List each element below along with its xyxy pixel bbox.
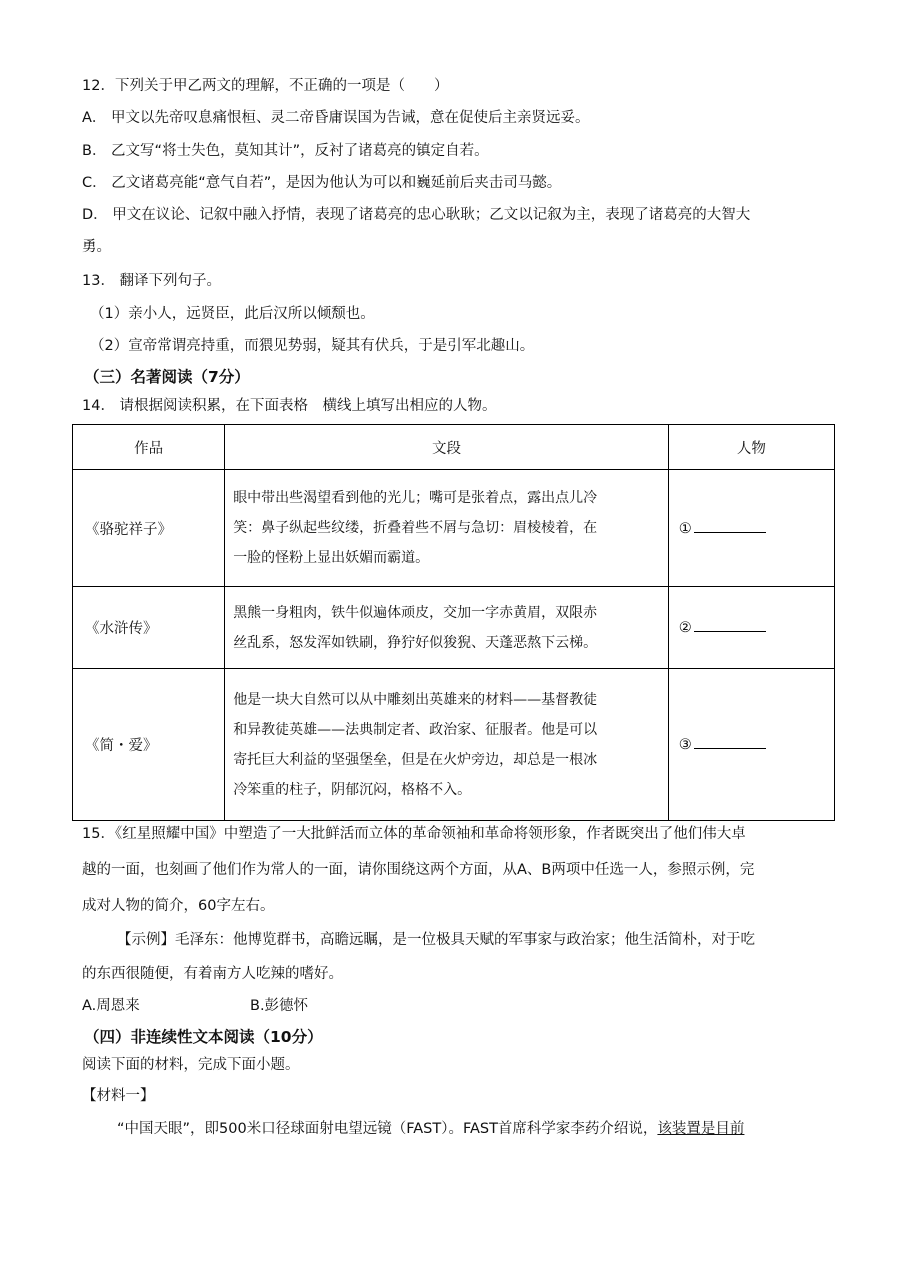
reading-intro: 阅读下面的材料，完成下面小题。 [82, 1057, 300, 1073]
table-header-row [73, 425, 835, 470]
blank-marker: ② [678, 620, 692, 636]
section-4-heading: （四）非连续性文本阅读（10分） [84, 1028, 323, 1046]
passage-line: 冷笨重的柱子，阴郁沉闷，格格不入。 [233, 781, 472, 798]
passage [225, 587, 669, 669]
answer-blank-1[interactable] [668, 470, 834, 587]
answer-blank-2[interactable] [668, 587, 834, 669]
q15-option-b: B.彭德怀 [250, 998, 309, 1014]
q15-example-line-2: 的东西很随便，有着南方人吃辣的嗜好。 [82, 966, 343, 982]
q12-option-c: C． 乙文诸葛亮能“意气自若”，是因为他认为可以和巍延前后夹击司马懿。 [82, 175, 562, 191]
material-1-label: 【材料一】 [82, 1088, 155, 1104]
q13-sentence-2: （2）宣帝常谓亮持重，而猥见势弱，疑其有伏兵，于是引军北趣山。 [90, 338, 535, 354]
passage-line: 眼中带出些渴望看到他的光儿；嘴可是张着点，露出点儿冷 [233, 490, 598, 506]
q13-sentence-1: （1）亲小人，远贤臣，此后汉所以倾颓也。 [90, 306, 375, 322]
table-row [73, 470, 835, 587]
q12-option-b: B． 乙文写“将士失色，莫知其计”，反衬了诸葛亮的镇定自若。 [82, 143, 489, 159]
passage-line: 丝乱系，怒发浑如铁刷，狰狞好似狻猊、天蓬恶熬下云梯。 [233, 634, 598, 651]
passage-line: 一脸的怪粉上显出妖媚而霸道。 [233, 550, 430, 566]
passage-line: 笑：鼻子纵起些纹缕，折叠着些不屑与急切：眉棱棱着，在 [233, 520, 598, 536]
paragraph-text: “中国天眼”，即500米口径球面射电望远镜（FAST）。FAST首席科学家李药介绍说， [117, 1121, 658, 1137]
table-row [73, 587, 835, 669]
section-3-heading: （三）名著阅读（7分） [84, 368, 250, 386]
blank-underline [694, 520, 766, 533]
q12-option-d-line2: 勇。 [82, 239, 111, 255]
passage-line: 寄托巨大利益的坚强堡垒，但是在火炉旁边，却总是一根冰 [233, 751, 598, 768]
passage-line: 和异教徒英雄——法典制定者、政治家、征服者。他是可以 [233, 721, 598, 738]
q15-example-line-1: 【示例】毛泽东：他博览群书，高瞻远瞩，是一位极具天赋的军事家与政治家；他生活简朴，对于吃 [117, 932, 755, 948]
blank-marker: ① [678, 520, 692, 537]
answer-blank-3[interactable] [668, 669, 834, 821]
q14-stem: 14． 请根据阅读积累，在下面表格 横线上填写出相应的人物。 [82, 398, 497, 414]
header-character: 人物 [668, 425, 834, 470]
header-passage: 文段 [225, 425, 669, 470]
passage [225, 669, 669, 821]
q13-stem: 13． 翻译下列句子。 [82, 273, 222, 289]
passage [225, 470, 669, 587]
q12-option-d-line1: D． 甲文在议论、记叙中融入抒情，表现了诸葛亮的忠心耿耿；乙文以记叙为主，表现了诸葛亮的大智大 [82, 207, 751, 223]
material-1-paragraph [117, 1119, 744, 1139]
work-title: 《水浒传》 [73, 587, 225, 669]
passage-line: 黑熊一身粗肉，铁牛似遍体顽皮，交加一字赤黄眉，双限赤 [233, 604, 598, 621]
work-title: 《骆驼祥子》 [73, 470, 225, 587]
blank-underline [694, 736, 766, 749]
classics-table [72, 424, 835, 821]
q15-line-3: 成对人物的简介，60字左右。 [82, 898, 275, 914]
q12-stem: 12．下列关于甲乙两文的理解，不正确的一项是（ ） [82, 78, 449, 94]
q15-line-2: 越的一面，也刻画了他们作为常人的一面，请你围绕这两个方面，从A、B两项中任选一人，参照示例，完 [82, 862, 755, 878]
q15-line-1: 15．《红星照耀中国》中塑造了一大批鲜活而立体的革命领袖和革命将领形象，作者既突出了他们伟大卓 [82, 826, 746, 842]
header-work: 作品 [73, 425, 225, 470]
blank-underline [694, 619, 766, 632]
q15-option-a: A.周恩来 [82, 998, 140, 1014]
q12-option-a: A． 甲文以先帝叹息痛恨桓、灵二帝昏庸误国为告诫，意在促使后主亲贤远妥。 [82, 110, 590, 126]
underlined-text: 该装置是目前 [657, 1121, 745, 1137]
passage-line: 他是一块大自然可以从中雕刻出英雄来的材料——基督教徒 [233, 691, 598, 708]
table-row [73, 669, 835, 821]
work-title: 《简・爱》 [73, 669, 225, 821]
blank-marker: ③ [678, 737, 692, 753]
